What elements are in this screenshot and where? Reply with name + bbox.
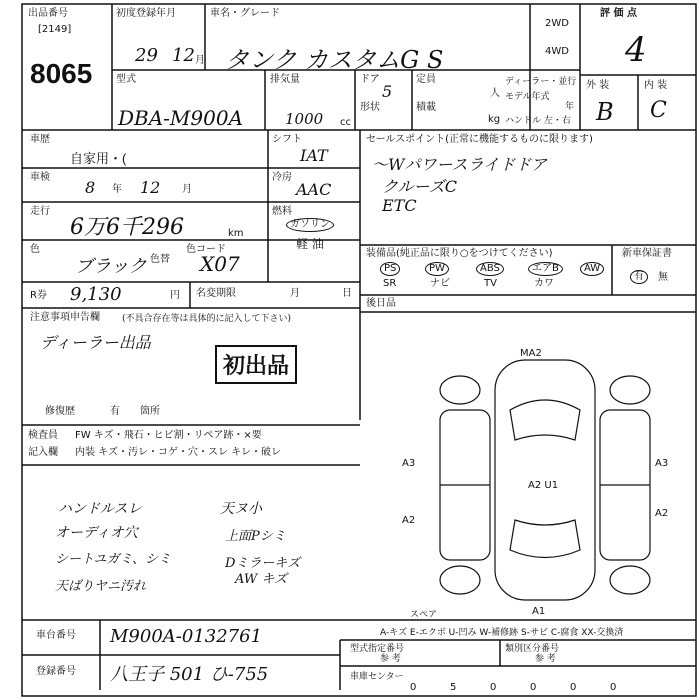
history-value: 自家用・(: [70, 151, 127, 166]
color-change-label: 色替: [150, 254, 170, 265]
sales-point-2: クルーズC: [382, 177, 457, 196]
sales-point-3: ETC: [382, 196, 417, 215]
mark-ma2: MA2: [520, 348, 542, 359]
category-label: 類別区分番号: [505, 644, 560, 654]
warranty-label: 新車保証書: [622, 248, 672, 259]
displacement-value: 1000: [285, 110, 324, 128]
type-ref: 参 考: [380, 654, 401, 664]
year-unit: 年: [565, 102, 575, 112]
equip-abs: ABS: [476, 262, 504, 276]
yen-unit: 円: [170, 290, 180, 301]
km-unit: km: [228, 228, 244, 239]
equip-aw: AW: [580, 262, 604, 276]
interior-label: 内 装: [644, 80, 668, 91]
dealer-label: ディーラー・並行: [505, 77, 577, 87]
equip-sr: SR: [383, 278, 397, 289]
color-code-label: 色コード: [186, 244, 226, 255]
center-value-5: 0: [570, 682, 577, 693]
shape-label: 形状: [360, 102, 380, 113]
notes-hint: (不具合存在等は具体的に記入して下さい): [122, 314, 292, 324]
sales-point-1: 〜Wパワースライドドア: [372, 155, 547, 174]
tax-day-unit: 日: [342, 288, 352, 299]
center-value-2: 5: [450, 682, 457, 693]
drive-4wd: 4WD: [545, 46, 569, 57]
equip-tv: TV: [484, 278, 497, 289]
aircon-label: 冷房: [272, 172, 292, 183]
load-label: 積載: [416, 102, 436, 113]
score-label: 評 価 点: [600, 8, 637, 19]
chassis-value: M900A-0132761: [110, 626, 263, 647]
damage-legend: A-キズ E-エクボ U-凹み W-補修跡 S-サビ C-腐食 XX-交換済: [380, 628, 624, 638]
insp-month: 12: [140, 178, 161, 197]
shift-label: シフト: [272, 134, 302, 145]
first-reg-label: 初度登録年月: [116, 8, 176, 19]
exterior-label: 外 装: [586, 80, 610, 91]
doors-value: 5: [382, 82, 393, 101]
insp-year-unit: 年: [112, 184, 122, 195]
first-listing-stamp: 初出品: [215, 345, 297, 384]
remark-2: オーディオ穴: [55, 525, 138, 541]
tax-label: 名変期限: [196, 288, 236, 299]
displacement-label: 排気量: [270, 74, 300, 85]
color-code-value: X07: [200, 252, 240, 276]
entry-label: 記入欄: [28, 447, 58, 458]
recycle-label: R券: [30, 290, 47, 301]
handle-label: ハンドル 左・右: [505, 116, 571, 126]
kg-unit: kg: [488, 114, 501, 125]
car-name-label: 車名・グレード: [210, 8, 280, 19]
chassis-label: 車台番号: [36, 630, 76, 641]
mark-left-a3: A3: [402, 458, 416, 469]
inspection-label: 車検: [30, 172, 50, 183]
mark-spare: スペア: [410, 610, 438, 620]
center-value-1: 0: [410, 682, 417, 693]
model-value: DBA-M900A: [118, 106, 244, 130]
equip-pw: PW: [425, 262, 449, 276]
recycle-value: 9,130: [70, 284, 122, 305]
insp-month-unit: 月: [182, 184, 192, 195]
remark-3: シートユガミ、シミ: [55, 552, 171, 567]
center-value-3: 0: [490, 682, 497, 693]
fuel-label: 燃料: [272, 206, 292, 217]
tax-month-unit: 月: [290, 288, 300, 299]
type-label: 型式指定番号: [350, 644, 405, 654]
center-value-4: 0: [530, 682, 537, 693]
repair-label: 修復歴: [45, 406, 75, 417]
car-name: タンク カスタムG S: [225, 46, 444, 74]
history-label: 車歴: [30, 134, 50, 145]
exterior-grade: B: [596, 98, 614, 126]
lot-label: 出品番号: [28, 8, 68, 19]
mark-center: A2 U1: [528, 480, 559, 491]
center-label: 車庫センター: [350, 672, 404, 682]
interior-grade: C: [650, 98, 667, 123]
equipment-label: 装備品(純正品に限り○をつけてください): [366, 248, 553, 259]
aircon-value: AAC: [296, 180, 332, 199]
shift-value: IAT: [300, 146, 328, 165]
model-label: 型式: [116, 74, 136, 85]
color-value: ブラック: [75, 256, 147, 277]
mark-right-a3: A3: [655, 458, 669, 469]
repair-place: 箇所: [140, 406, 160, 417]
notes-value: ディーラー出品: [40, 333, 151, 352]
model-year-label: モデル年式: [505, 92, 550, 102]
equip-leather: カワ: [534, 278, 554, 289]
fuel-diesel: 軽 油: [296, 237, 324, 251]
entry-items: 内装 キズ・汚レ・コゲ・穴・スレ キレ・破レ: [75, 447, 282, 458]
remark-right-2: 上面Pシミ: [225, 529, 286, 544]
person-unit: 人: [490, 88, 500, 99]
category-ref: 参 考: [535, 654, 556, 664]
warranty-no: 無: [658, 272, 668, 283]
reg-year: 29: [135, 45, 158, 66]
score-value: 4: [625, 30, 647, 70]
remark-1: ハンドルスレ: [58, 501, 142, 517]
remark-4: 天ばりヤニ汚れ: [55, 579, 147, 594]
remark-right-1: 天ヌ小: [220, 501, 262, 517]
warranty-yes: 有: [630, 270, 648, 284]
remark-right-4: AW キズ: [235, 572, 288, 587]
capacity-label: 定員: [416, 74, 436, 85]
inspector-items: FW キズ・飛石・ヒビ割・リペア跡・×要: [75, 430, 262, 441]
lot-number: 8065: [30, 58, 93, 89]
equip-airbag: エアB: [528, 262, 563, 276]
inspector-label: 検査員: [28, 430, 58, 441]
plate-value: 八王子 501 ひ-755: [110, 664, 269, 685]
fuel-gasoline: ガソリン: [286, 218, 334, 232]
mileage-value: 6万6千296: [70, 215, 184, 240]
equip-ps: PS: [380, 262, 400, 276]
later-label: 後日品: [366, 298, 396, 309]
reg-month: 12: [172, 45, 195, 66]
plate-label: 登録番号: [36, 666, 76, 677]
doors-label: ドア: [360, 74, 380, 85]
lot-sub: [2149]: [38, 24, 72, 35]
remark-right-3: Dミラーキズ: [225, 556, 301, 571]
mark-left-a2: A2: [402, 515, 416, 526]
center-value-6: 0: [610, 682, 617, 693]
insp-year: 8: [85, 178, 96, 197]
repair-yes: 有: [110, 406, 120, 417]
color-label: 色: [30, 244, 40, 255]
mark-rear-a1: A1: [532, 606, 546, 617]
mark-right-a2: A2: [655, 508, 669, 519]
mileage-label: 走行: [30, 206, 50, 217]
sales-label: セールスポイント(正常に機能するものに限ります): [366, 134, 593, 145]
drive-2wd: 2WD: [545, 18, 569, 29]
reg-month-unit: 月: [195, 55, 205, 66]
equip-navi: ナビ: [430, 278, 450, 289]
notes-label: 注意事項申告欄: [30, 312, 100, 323]
cc-unit: cc: [340, 117, 351, 128]
